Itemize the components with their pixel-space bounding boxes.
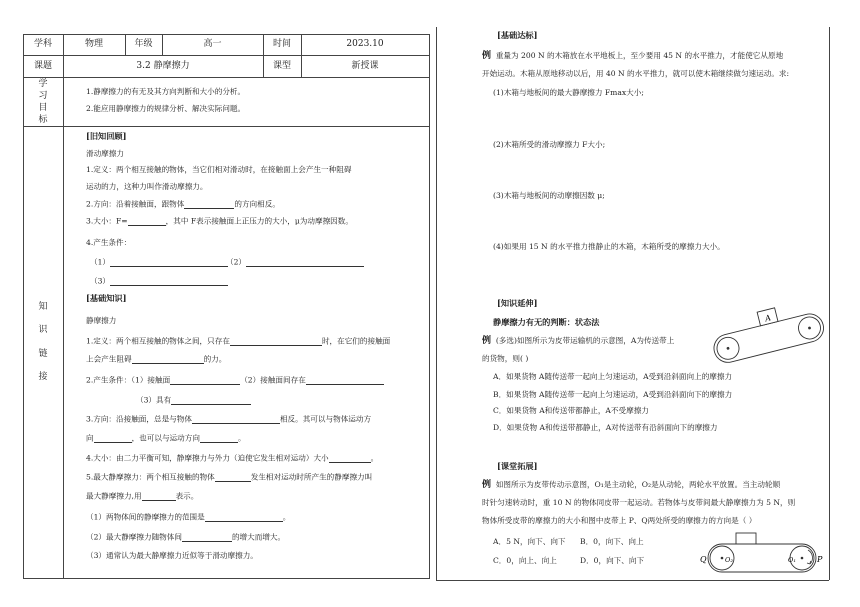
extension-subtitle: 静摩擦力有无的判断：状态法 <box>493 317 600 327</box>
example-1-line-2: 开始运动。木箱从原地移动以后，用 40 N 的水平推力，就可以使木箱继续做匀速运动。求: <box>482 69 790 78</box>
basics-def-1: 1.定义：两个相互接触的物体之间，只存在 时，在它们的接触面 <box>86 336 391 346</box>
basics-subtitle: 静摩擦力 <box>86 316 117 325</box>
subject-value: 物理 <box>84 39 103 49</box>
goal-item-1: 1.静摩擦力的有无及其方向判断和大小的分析。 <box>86 87 246 96</box>
example-2-line-1: 例 (多选)如图所示为皮带运输机的示意图，A为传送带上 <box>482 336 675 346</box>
review-condition-3: （3） <box>90 276 228 286</box>
type-value: 新授课 <box>351 61 379 71</box>
target-title: [基础达标] <box>497 30 538 40</box>
example-2-line-2: 的货物，则( ) <box>482 354 529 363</box>
extension-title: [知识延伸] <box>497 298 538 308</box>
conveyor-diagram <box>705 300 833 370</box>
basics-title: [基础知识] <box>86 293 127 303</box>
basics-approx: （3）通常认为最大静摩擦力近似等于滑动摩擦力。 <box>86 551 258 560</box>
belt-object <box>736 533 756 544</box>
svg-text:O₂: O₂ <box>725 556 733 564</box>
option-3-c: C．0，向上、向上 <box>493 556 557 565</box>
basics-range: （1）两物体间的静摩擦力的范围是 。 <box>86 512 291 522</box>
question-1: (1)木箱与地板间的最大静摩擦力 Fmax大小; <box>493 88 644 97</box>
review-subtitle: 滑动摩擦力 <box>86 149 124 158</box>
grade-value: 高一 <box>203 39 222 49</box>
basics-direction-2: 向 ，也可以与运动方向 。 <box>86 433 246 443</box>
review-condition: 4.产生条件： <box>86 238 132 247</box>
basics-max-2: 最大静摩擦力,用 表示。 <box>86 491 199 501</box>
option-c: C．如果货物 A和传送带都静止，A不受摩擦力 <box>493 406 649 415</box>
review-direction: 2.方向：沿着接触面，跟物体 的方向相反。 <box>86 199 280 209</box>
review-condition-2: （2） <box>226 257 364 267</box>
example-3-line-2: 时针匀速转动时，重 10 N 的物体同皮带一起运动。若物体与皮带间最大静摩擦力为 5 N，则 <box>482 498 796 507</box>
review-def-1: 1.定义：两个相互接触的物体，当它们相对滑动时，在接触面上会产生一种阻碍 <box>86 165 352 174</box>
knowledge-link-label: 知 识 链 接 <box>38 302 48 383</box>
option-d: D．如果货物 A和传送带都静止，A对传送带有沿斜面向下的摩擦力 <box>493 423 718 432</box>
option-3-b: B．0，向下、向上 <box>580 537 644 546</box>
basics-size: 4.大小：由二力平衡可知，静摩擦力与外力（迫使它发生相对运动）大小 。 <box>86 453 379 463</box>
question-4: (4)如果用 15 N 的水平推力推静止的木箱，木箱所受的摩擦力大小。 <box>493 242 725 251</box>
basics-max: 5.最大静摩擦力：两个相互接触的物体 发生相对运动时所产生的静摩擦力叫 <box>86 472 373 482</box>
question-2: (2)木箱所受的滑动摩擦力 F大小; <box>493 140 606 149</box>
time-label: 时间 <box>272 39 291 49</box>
basics-def-2: 上会产生阻碍 的力。 <box>86 354 227 364</box>
basics-condition: 2.产生条件：（1）接触面 （2）接触面间存在 <box>86 375 384 385</box>
subject-label: 学科 <box>33 39 52 49</box>
belt-drive-diagram <box>698 528 828 578</box>
goal-item-2: 2.能应用静摩擦力的规律分析、解决实际问题。 <box>86 104 246 113</box>
svg-text:A: A <box>764 313 772 324</box>
topic-value: 3.2 静摩擦力 <box>136 61 190 71</box>
review-condition-1: （1） <box>90 257 228 267</box>
basics-condition-3: （3）具有 <box>136 395 251 405</box>
basics-max-increase: （2）最大静摩擦力随物体间 的增大而增大。 <box>86 532 286 542</box>
option-3-d: D．0，向下、向下 <box>580 556 645 565</box>
option-3-a: A．5 N，向下、向下 <box>493 537 566 546</box>
svg-text:P: P <box>817 555 823 564</box>
grade-label: 年级 <box>134 39 153 49</box>
review-size: 3.大小：F= ，其中 F表示接触面上正压力的大小，μ为动摩擦因数。 <box>86 216 353 226</box>
type-label: 课型 <box>272 61 291 71</box>
example-3-line-3: 物体所受皮带的摩擦力的大小和图中皮带上 P、Q两处所受的摩擦力的方向是（ ） <box>482 516 757 525</box>
example-1-line-1: 例 重量为 200 N 的木箱放在水平地板上，至少要用 45 N 的水平推力，才能使它从原地 <box>482 51 784 61</box>
example-3-line-1: 例 如图所示为皮带传动示意图，O₁是主动轮，O₂是从动轮，两轮水平放置。当主动轮顺 <box>482 480 781 490</box>
svg-text:O₁: O₁ <box>788 556 796 564</box>
topic-label: 课题 <box>33 61 52 71</box>
class-extension-title: [课堂拓展] <box>497 461 538 471</box>
review-def-2: 运动的力，这种力叫作滑动摩擦力。 <box>86 182 208 191</box>
option-b: B．如果货物 A随传送带一起向上匀速运动，A受到沿斜面向下的摩擦力 <box>493 390 733 399</box>
goals-label: 学 习 目 标 <box>38 79 48 126</box>
svg-text:Q: Q <box>700 555 707 564</box>
question-3: (3)木箱与地板间的动摩擦因数 μ; <box>493 191 605 200</box>
option-a: A．如果货物 A随传送带一起向上匀速运动，A受到沿斜面向上的摩擦力 <box>493 372 733 381</box>
time-value: 2023.10 <box>346 39 384 49</box>
review-title: [旧知回顾] <box>86 131 127 141</box>
basics-direction: 3.方向：沿接触面，总是与物体 相反。其可以与物体运动方 <box>86 414 372 424</box>
